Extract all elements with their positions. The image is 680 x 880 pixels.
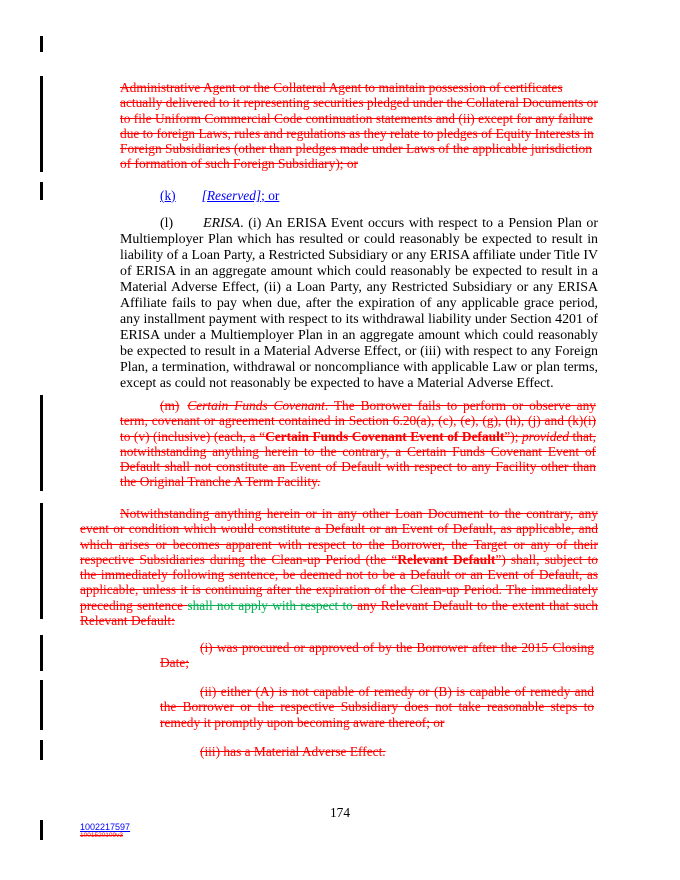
notwithstanding-text3: any Relevant Default to the extent that such Relevant Default: — [80, 597, 598, 629]
notwithstanding-defined-term: Relevant Default — [397, 551, 496, 567]
paragraph-l — [120, 216, 598, 392]
paragraph-k — [160, 188, 600, 203]
change-bar — [40, 820, 43, 840]
paragraph-notwithstanding — [80, 506, 598, 628]
notwithstanding-text1: Notwithstanding anything herein or in any other Loan Document to the contrary, any event or condition which would constitute a Default or an Event of Default, as applicable, and which arises or becomes apparent with respect to the Borrower, the Target or any of their respective Subsidiaries during the Clean-up Period (the “ — [80, 506, 598, 567]
item-i: (i) was procured or approved of by the Borrower after the 2015 Closing Date; — [160, 640, 594, 671]
document-id-old: 1001520109v3 — [80, 832, 124, 839]
page-number: 174 — [329, 805, 351, 820]
item-iii: (iii) has a Material Adverse Effect. — [200, 744, 386, 759]
document-id: 1002217597 — [80, 822, 131, 832]
paragraph-l-text: . (i) An ERISA Event occurs with respect to a Pension Plan or Multiemployer Plan which has resulted or could reasonably be expected to result in liability of a Loan Party, a Restricted Subsidiary or any ERISA affiliate under Title IV of ERISA in an aggregate amount which could reasonably be expected to result in a Material Adverse Effect, (ii) a Loan Party, any Restricted Subsidiary or any ERISA Affiliate fails to pay when due, after the expiration of any applicable grace period, any installment payment with respect to its withdrawal liability under Section 4201 of ERISA under a Multiemployer Plan in an aggregate amount which could reasonably be expected to result in a Material Adverse Effect, or (iii) with respect to any Foreign Plan, a termination, withdrawal or noncompliance with applicable Law or plan terms, except as could not reasonably be expected to have a Material Adverse Effect. — [120, 216, 598, 391]
notwithstanding-text2: ”) shall, subject to the immediately following sentence, be deemed not to be a Default or an Event of Default, as applicable, unless it is continuing after the expiration of the Clean-up Period. The immediately preceding sentence — [80, 551, 598, 613]
notwithstanding-moved-text: shall not apply with respect to — [187, 597, 353, 613]
change-bar — [40, 635, 43, 671]
paragraph-k-label: (k) — [160, 188, 176, 203]
paragraph-l-heading: ERISA — [203, 216, 241, 231]
change-bar — [40, 182, 43, 200]
paragraph-k-suffix: ; or — [261, 188, 280, 203]
paragraph-m-provided: provided — [521, 428, 570, 444]
paragraph-m-label: (m) — [160, 398, 180, 413]
paragraph-m-text1: . The Borrower fails to perform or observe any term, covenant or agreement contained in Section 6.20(a), (c), (e), (g), (h), (j) and (k)(i) to (v) (inclusive) (each, a “ — [120, 398, 596, 444]
change-bar — [40, 395, 43, 491]
change-bar — [40, 503, 43, 619]
paragraph-m-text2: ”); — [504, 428, 522, 444]
paragraph-m-heading: Certain Funds Covenant — [187, 398, 325, 413]
item-ii: (ii) either (A) is not capable of remedy or (B) is capable of remedy and the Borrower or the respective Subsidiary does not take reasonable steps to remedy it promptly upon becoming aware thereof; or — [160, 684, 594, 730]
paragraph-m — [120, 398, 596, 490]
change-bar — [40, 76, 43, 172]
change-bar — [40, 680, 43, 730]
change-bar — [40, 36, 43, 52]
paragraph-j-continuation: Administrative Agent or the Collateral Agent to maintain possession of certificates actually delivered to it representing securities pledged under the Collateral Documents or to file Uniform Commercial Code continuation statements and (ii) except for any failure due to foreign Laws, rules and regulations as they relate to pledges of Equity Interests in Foreign Subsidiaries (other than pledges made under Laws of the applicable jurisdiction of formation of such Foreign Subsidiary); or — [120, 80, 598, 172]
paragraph-m-defined-term: Certain Funds Covenant Event of Default — [265, 428, 505, 444]
paragraph-m-text3: that, notwithstanding anything herein to the contrary, a Certain Funds Covenant Event of Default shall not constitute an Event of Default with respect to any Facility other than the Original Tranche A Term Facility. — [120, 428, 596, 490]
paragraph-l-label: (l) — [160, 216, 174, 231]
paragraph-k-text: [Reserved] — [201, 188, 262, 203]
change-bar — [40, 740, 43, 760]
